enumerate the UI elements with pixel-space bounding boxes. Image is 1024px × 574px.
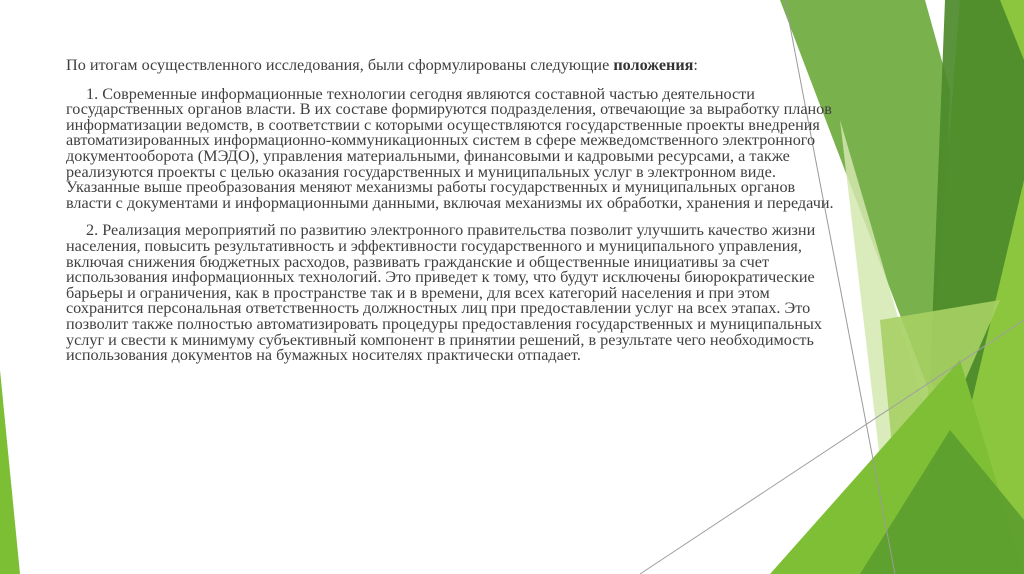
paragraph-2: 2. Реализация мероприятий по развитию электронного правительства позволит улучшить качество жизни населения, повысить результативность и эффективности государственного и муниципального управления, включая снижения бюджетных расходов, развивать гражданские и общественные инициативы за счет использования информационных технологий. Это приведет к тому, что будут исключены биюрократические барьеры и ограничения, как в пространстве так и в времени, для всех категорий населения и при этом сохранится персональная ответственность должностных лиц при предоставлении услуг на всех этапах. Это позволит также полностью автоматизировать процедуры предоставления государственных и муниципальных услуг и свести к минимуму субъективный компонент в принятии решений, в результате чего необходимость использования документов на бумажных носителях практически отпадает.: [66, 221, 823, 365]
intro-colon: :: [693, 56, 698, 74]
intro-emphasis: положения: [613, 56, 694, 74]
left-green-sliver: [0, 370, 20, 574]
slide-text-block: [66, 58, 836, 364]
intro-text: По итогам осуществленного исследования, были сформулированы следующие: [66, 56, 614, 74]
paragraph-1: 1. Современные информационные технологии сегодня являются составной частью деятельности государственных органов власти. В их составе формируются подразделения, отвечающие за выработку планов информатизации ведомств, в соответствии с которыми осуществляются государственные проекты внедрения автоматизированных информационно-коммуникационных систем в сфере межведомственного электронного документооборота (МЭДО), управления материальными, финансовыми и кадровыми ресурсами, а также реализуются проекты с целью оказания государственных и муниципальных услуг в электронном виде. Указанные выше преобразования меняют механизмы работы государственных и муниципальных органов власти с документами и информационными данными, включая механизмы их обработки, хранения и передачи.: [66, 84, 834, 212]
intro-line: [66, 58, 836, 74]
